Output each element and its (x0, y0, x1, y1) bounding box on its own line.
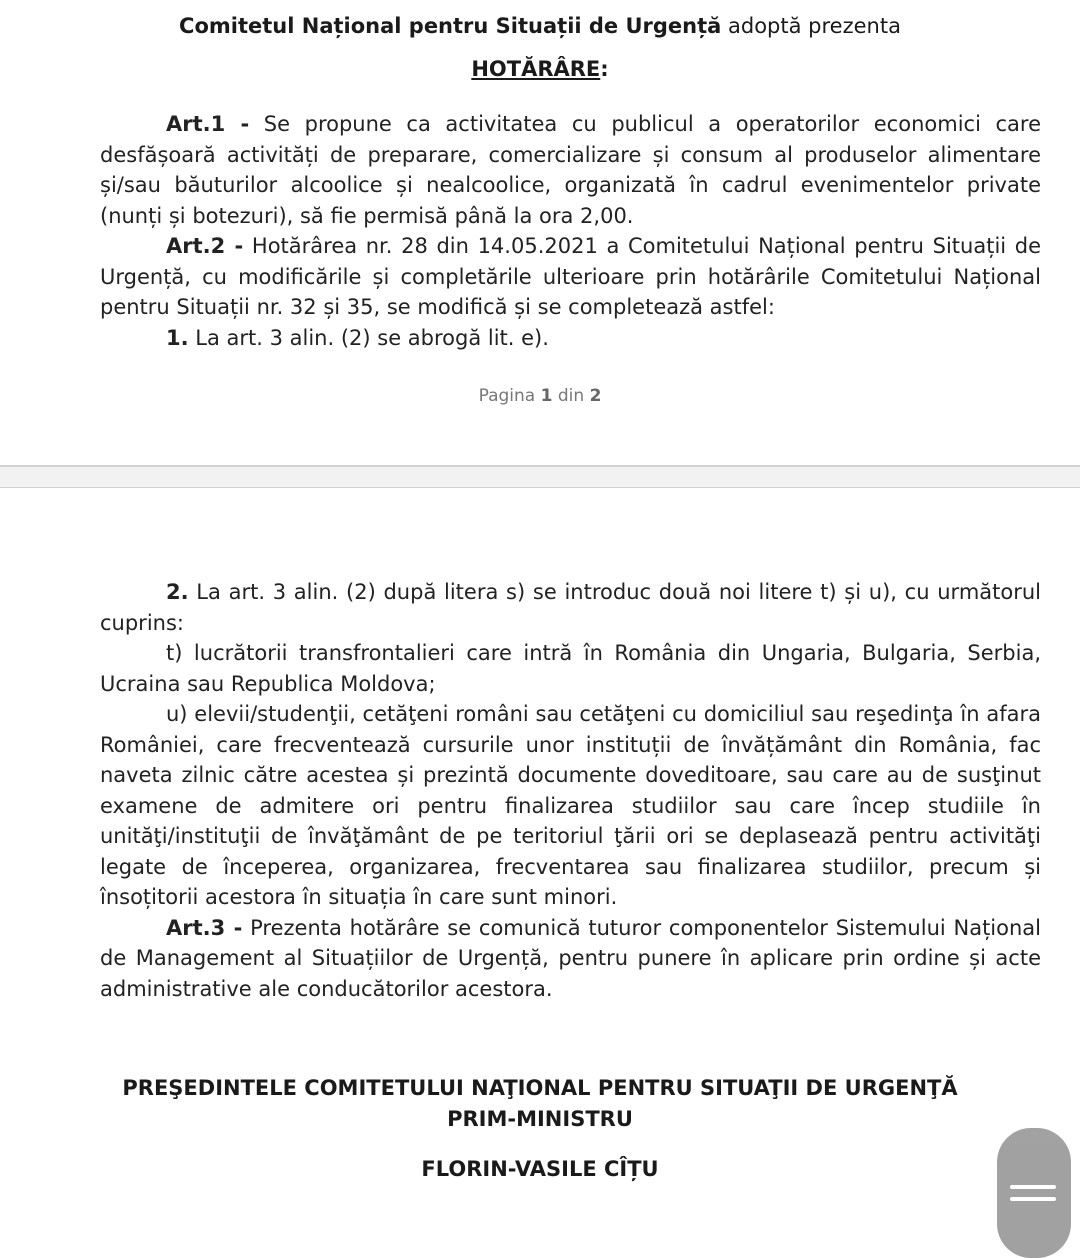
article-2-label: Art.2 - (166, 234, 244, 258)
article-1-label: Art.1 - (166, 112, 250, 136)
point-1-label: 1. (166, 325, 189, 350)
pager-current: 1 (540, 386, 553, 406)
point-2-label: 2. (166, 580, 189, 604)
point-2-text: La art. 3 alin. (2) după litera s) se introduc două noi litere t) și u), cu următorul cuprins: (100, 580, 1041, 635)
signatory-role: PREŞEDINTELE COMITETULUI NAŢIONAL PENTRU SITUAŢII DE URGENŢĂ (122, 1076, 958, 1100)
grip-line-icon (1010, 1185, 1056, 1189)
pager-middle: din (552, 386, 590, 406)
fast-scroll-handle[interactable] (997, 1128, 1071, 1258)
article-2-point-2 (100, 577, 1041, 638)
article-3-label: Art.3 - (166, 915, 243, 940)
article-3 (100, 913, 1041, 1005)
article-1-text: Se propune ca activitatea cu publicul a operatorilor economici care desfășoară activități de preparare, comercializare și consum al produselor alimentare și/sau băuturilor alcoolice și nealcoolice, organizată în cadrul evenimentelor private (nunți și botezuri), să fie permisă până la ora 2,00. (100, 112, 1041, 228)
heading-suffix: : (600, 57, 609, 81)
signatory-title: PRIM-MINISTRU (447, 1107, 633, 1131)
page-indicator (0, 386, 1080, 406)
articles-page-2 (100, 577, 1041, 1004)
article-1 (100, 109, 1041, 231)
committee-name: Comitetul Național pentru Situații de Urgență (179, 14, 722, 38)
article-2 (100, 231, 1041, 323)
adopts-text: adoptă prezenta (721, 14, 901, 38)
letter-t: t) lucrătorii transfrontalieri care intră în România din Ungaria, Bulgaria, Serbia, Ucraina sau Republica Moldova; (100, 641, 1041, 696)
pager-prefix: Pagina (478, 386, 541, 406)
heading-word: HOTĂRÂRE (471, 57, 601, 81)
pager-total: 2 (589, 386, 602, 406)
document-heading (0, 57, 1080, 81)
adopting-body-line (0, 14, 1080, 38)
articles-page-1 (100, 109, 1041, 353)
article-2-point-1 (100, 323, 1041, 354)
grip-line-icon (1010, 1197, 1056, 1201)
signatory-name: FLORIN-VASILE CÎȚU (421, 1157, 659, 1181)
article-2-text: Hotărârea nr. 28 din 14.05.2021 a Comitetului Național pentru Situații de Urgență, cu modificările și completările ulterioare prin hotărârile Comitetului Național pentru Situații nr. 32 și 35, se modifică și se completează astfel: (100, 234, 1042, 319)
page-separator (0, 465, 1080, 489)
article-3-text: Prezenta hotărâre se comunică tuturor componentelor Sistemului Național de Management al Situațiilor de Urgență, pentru punere în aplicare prin ordine și acte administrative ale conducătorilor acestora. (100, 915, 1041, 1001)
point-1-text: La art. 3 alin. (2) se abrogă lit. e). (188, 325, 549, 350)
letter-u: u) elevii/studenţii, cetăţeni români sau cetăţeni cu domiciliul sau reşedinţa în afara României, care frecventează cursurile unor instituții de învățământ din România, fac naveta zilnic către acestea și prezintă documente doveditoare, sau care au de susţinut examene de admitere ori pentru finalizarea studiilor sau care încep studiile în unităţi/instituţii de învăţământ de pe teritoriul ţării ori se deplasează pentru activităţi legate de începerea, organizarea, frecventarea sau finalizarea studiilor, precum și însoțitorii acestora în situația în care sunt minori. (100, 702, 1041, 909)
